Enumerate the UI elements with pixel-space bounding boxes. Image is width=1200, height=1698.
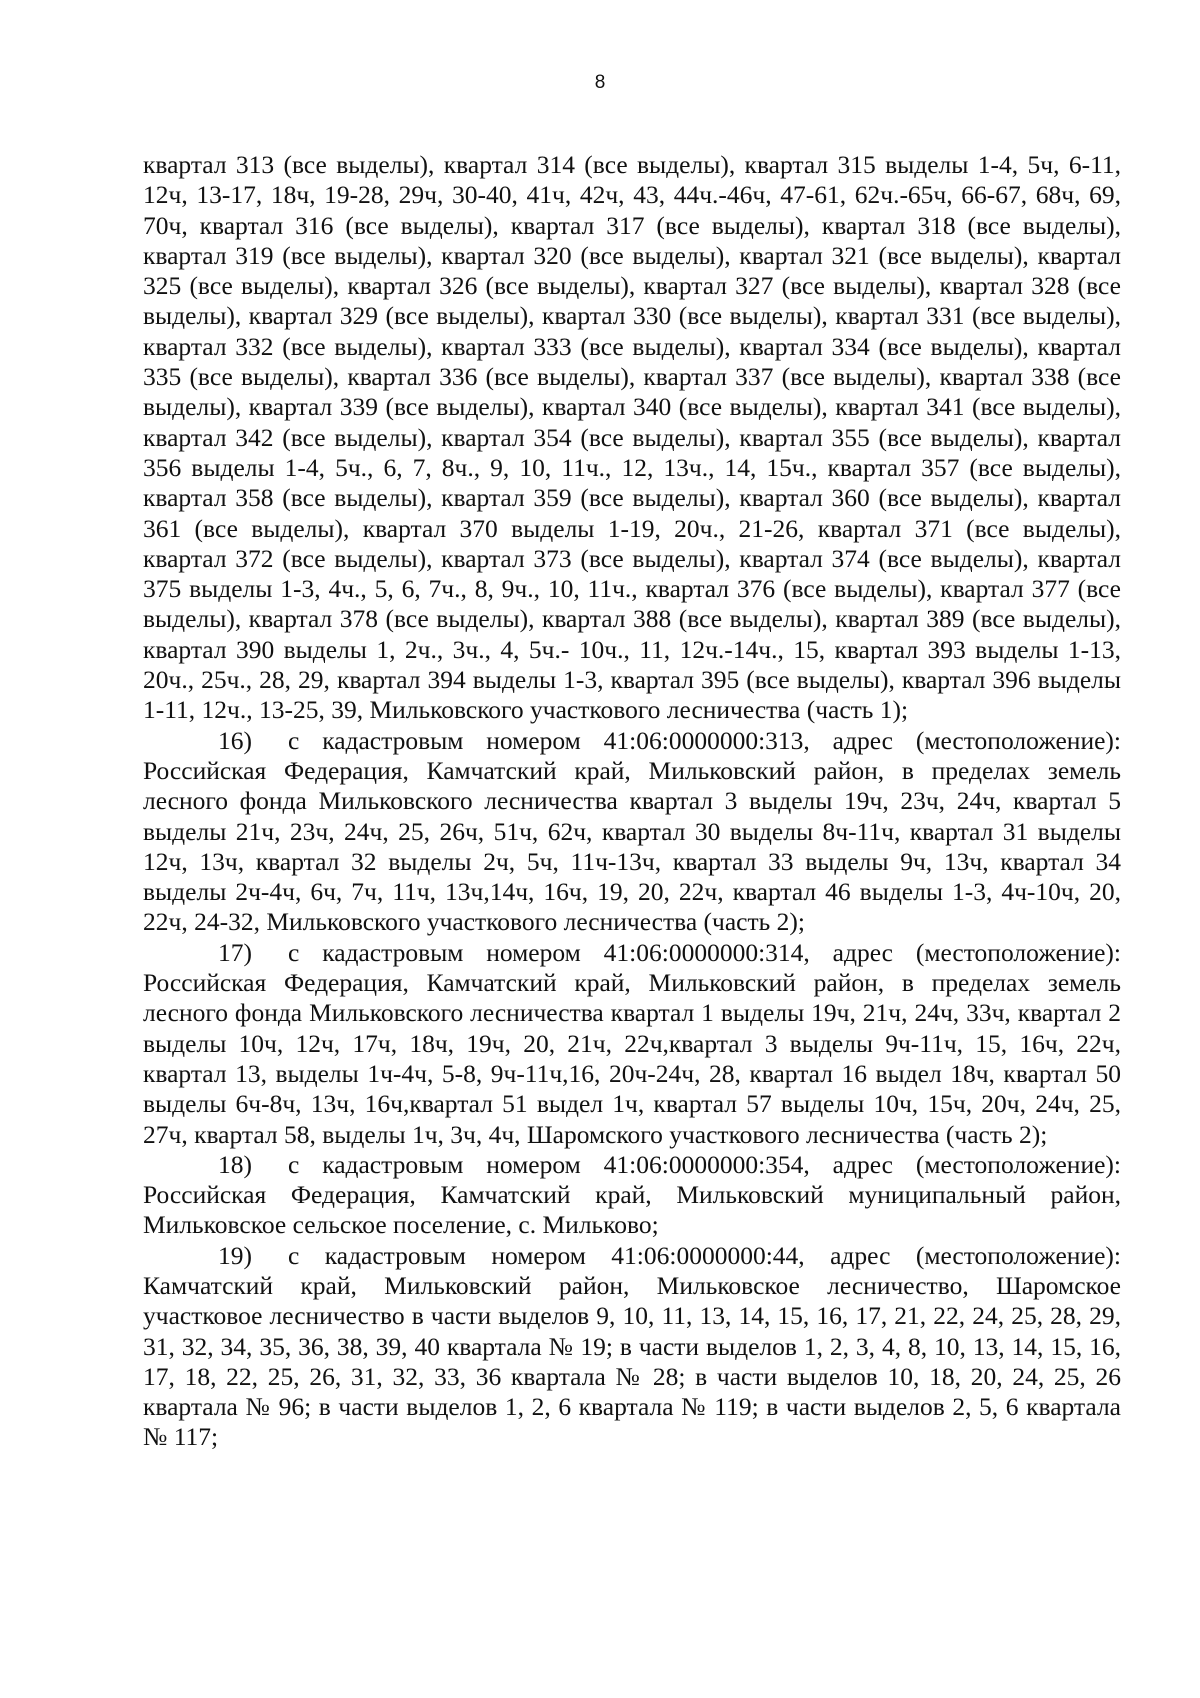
continuation-paragraph: квартал 313 (все выделы), квартал 314 (все выделы), квартал 315 выделы 1-4, 5ч, 6-11, 12ч, 13-17, 18ч, 19-28, 29ч, 30-40, 41ч, 42ч, 43, 44ч.-46ч, 47-61, 62ч.-65ч, 66-67, 68ч, 69, 70ч, квартал 316 (все выделы), квартал 317 (все выделы), квартал 318 (все выделы), квартал 319 (все выделы), квартал 320 (все выделы), квартал 321 (все выделы), квартал 325 (все выделы), квартал 326 (все выделы), квартал 327 (все выделы), квартал 328 (все выделы), квартал 329 (все выделы), квартал 330 (все выделы), квартал 331 (все выделы), квартал 332 (все выделы), квартал 333 (все выделы), квартал 334 (все выделы), квартал 335 (все выделы), квартал 336 (все выделы), квартал 337 (все выделы), квартал 338 (все выделы), квартал 339 (все выделы), квартал 340 (все выделы), квартал 341 (все выделы), квартал 342 (все выделы), квартал 354 (все выделы), квартал 355 (все выделы), квартал 356 выделы 1-4, 5ч., 6, 7, 8ч., 9, 10, 11ч., 12, 13ч., 14, 15ч., квартал 357 (все выделы), квартал 358 (все выделы), квартал 359 (все выделы), квартал 360 (все выделы), квартал 361 (все выделы), квартал 370 выделы 1-19, 20ч., 21-26, квартал 371 (все выделы), квартал 372 (все выделы), квартал 373 (все выделы), квартал 374 (все выделы), квартал 375 выделы 1-3, 4ч., 5, 6, 7ч., 8, 9ч., 10, 11ч., квартал 376 (все выделы), квартал 377 (все выделы), квартал 378 (все выделы), квартал 388 (все выделы), квартал 389 (все выделы), квартал 390 выделы 1, 2ч., 3ч., 4, 5ч.- 10ч., 11, 12ч.-14ч., 15, квартал 393 выделы 1-13, 20ч., 25ч., 28, 29, квартал 394 выделы 1-3, квартал 395 (все выделы), квартал 396 выделы 1-11, 12ч., 13-25, 39, Мильковского участкового лесничества (часть 1); xyxy=(143,150,1121,725)
page-number: 8 xyxy=(594,72,606,93)
item-number: 16) xyxy=(218,725,252,755)
list-item-16 xyxy=(143,726,1121,938)
item-text: с кадастровым номером 41:06:0000000:354, адрес (местоположение): Российская Федерация, Камчатский край, Мильковский муниципальный район, Мильковское сельское поселение, с. Мильково; xyxy=(143,1149,1121,1240)
list-item-19 xyxy=(143,1241,1121,1453)
list-item-17 xyxy=(143,938,1121,1150)
document-body xyxy=(143,150,1121,1453)
item-number: 17) xyxy=(218,937,252,967)
list-item-18 xyxy=(143,1150,1121,1241)
item-number: 18) xyxy=(218,1149,252,1179)
item-text: с кадастровым номером 41:06:0000000:313, адрес (местоположение): Российская Федерация, Камчатский край, Мильковский район, в пределах земель лесного фонда Мильковского лесничества квартал 3 выделы 19ч, 23ч, 24ч, квартал 5 выделы 21ч, 23ч, 24ч, 25, 26ч, 51ч, 62ч, квартал 30 выделы 8ч-11ч, квартал 31 выделы 12ч, 13ч, квартал 32 выделы 2ч, 5ч, 11ч-13ч, квартал 33 выделы 9ч, 13ч, квартал 34 выделы 2ч-4ч, 6ч, 7ч, 11ч, 13ч,14ч, 16ч, 19, 20, 22ч, квартал 46 выделы 1-3, 4ч-10ч, 20, 22ч, 24-32, Мильковского участкового лесничества (часть 2); xyxy=(143,725,1121,937)
item-text: с кадастровым номером 41:06:0000000:314, адрес (местоположение): Российская Федерация, Камчатский край, Мильковский район, в пределах земель лесного фонда Мильковского лесничества квартал 1 выделы 19ч, 21ч, 24ч, 33ч, квартал 2 выделы 10ч, 12ч, 17ч, 18ч, 19ч, 20, 21ч, 22ч,квартал 3 выделы 9ч-11ч, 15, 16ч, 22ч, квартал 13, выделы 1ч-4ч, 5-8, 9ч-11ч,16, 20ч-24ч, 28, квартал 16 выдел 18ч, квартал 50 выделы 6ч-8ч, 13ч, 16ч,квартал 51 выдел 1ч, квартал 57 выделы 10ч, 15ч, 20ч, 24ч, 25, 27ч, квартал 58, выделы 1ч, 3ч, 4ч, Шаромского участкового лесничества (часть 2); xyxy=(143,937,1121,1149)
item-text: с кадастровым номером 41:06:0000000:44, адрес (местоположение): Камчатский край, Мильковский район, Мильковское лесничество, Шаромское участковое лесничество в части выделов 9, 10, 11, 13, 14, 15, 16, 17, 21, 22, 24, 25, 28, 29, 31, 32, 34, 35, 36, 38, 39, 40 квартала № 19; в части выделов 1, 2, 3, 4, 8, 10, 13, 14, 15, 16, 17, 18, 22, 25, 26, 31, 32, 33, 36 квартала № 28; в части выделов 10, 18, 20, 24, 25, 26 квартала № 96; в части выделов 1, 2, 6 квартала № 119; в части выделов 2, 5, 6 квартала № 117; xyxy=(143,1240,1121,1452)
item-number: 19) xyxy=(218,1240,252,1270)
